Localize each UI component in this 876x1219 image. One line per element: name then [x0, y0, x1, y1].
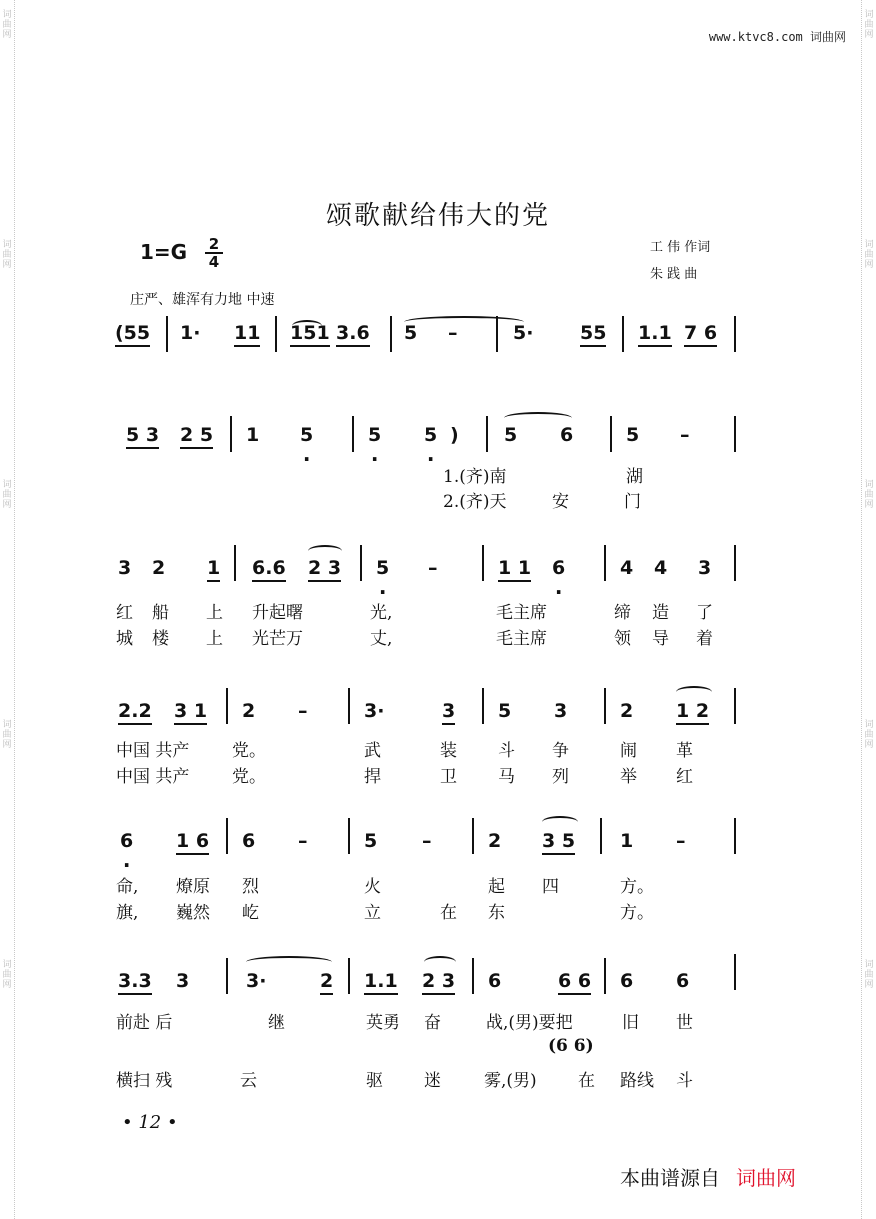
barline: [226, 688, 228, 724]
lyric: 缔: [614, 603, 631, 623]
lyric: 丈,: [370, 629, 393, 649]
note: 2: [152, 557, 166, 579]
lyrics-row5-verse1: [0, 872, 876, 898]
barline: [226, 958, 228, 994]
lyric: 命,: [116, 877, 139, 897]
barline: [604, 688, 606, 724]
note: 5 .: [300, 424, 313, 446]
lyric: 继: [268, 1013, 285, 1033]
barline: [348, 958, 350, 994]
barline: [482, 688, 484, 724]
alternate-note: (6 6): [548, 1036, 594, 1056]
note: 3: [442, 700, 455, 725]
lyric: 在: [440, 903, 457, 923]
lyric: 1.(齐)南: [443, 467, 507, 487]
lyric: 武: [364, 741, 381, 761]
note: 6.6: [252, 557, 286, 582]
note: 3 1: [174, 700, 207, 725]
page-number: • 12 •: [122, 1112, 178, 1133]
barline: [348, 688, 350, 724]
meter-top: 2: [208, 235, 220, 253]
lyric: 船: [152, 603, 169, 623]
note: 6 .: [552, 557, 565, 579]
lyric: 了: [696, 603, 713, 623]
notation-row-1: [0, 322, 876, 362]
note: 1 6: [176, 830, 209, 855]
note: 5: [404, 322, 418, 344]
slur: [504, 412, 572, 424]
lyric: 旧: [622, 1013, 639, 1033]
note: ): [450, 424, 459, 446]
note: 3: [554, 700, 568, 722]
lyric: 湖: [626, 467, 643, 487]
slur: [424, 956, 456, 968]
note: 4: [620, 557, 634, 579]
lyric: 导: [652, 629, 669, 649]
lyric: 列: [552, 767, 569, 787]
lyric: 2.(齐)天: [443, 492, 507, 512]
lyric: 闹: [620, 741, 637, 761]
barline: [275, 316, 277, 352]
lyrics-row6-verse2: [0, 1066, 876, 1092]
barline: [360, 545, 362, 581]
note: 6: [560, 424, 574, 446]
barline: [622, 316, 624, 352]
lyric: 党。: [232, 767, 266, 787]
lyric: 驱: [366, 1071, 383, 1091]
note: 3.3: [118, 970, 152, 995]
margin-mark: 词曲网: [864, 480, 874, 510]
note: 2.2: [118, 700, 152, 725]
note: 1 2: [676, 700, 709, 725]
slur: [404, 316, 524, 328]
composer-credit: 朱 践 曲: [650, 267, 698, 282]
note: 3: [698, 557, 712, 579]
note: –: [422, 830, 432, 852]
note: 4: [654, 557, 668, 579]
barline: [472, 818, 474, 854]
lyric: 光芒万: [252, 629, 303, 649]
barline: [348, 818, 350, 854]
note: 5: [498, 700, 512, 722]
lyric: 红: [676, 767, 693, 787]
barline: [230, 416, 232, 452]
lyric: 东: [488, 903, 505, 923]
lyricist-credit: 工 伟 作词: [650, 240, 711, 255]
margin-mark: 词曲网: [2, 10, 12, 40]
tempo-marking: 庄严、雄浑有力地 中速: [130, 292, 275, 308]
lyric: 中国 共产: [116, 741, 190, 761]
lyric: 起: [488, 877, 505, 897]
lyric: 革: [676, 741, 693, 761]
lyric: 方。: [620, 903, 654, 923]
lyric: 举: [620, 767, 637, 787]
barline: [604, 545, 606, 581]
note: 5·: [513, 322, 534, 344]
lyric: 升起曙: [252, 603, 303, 623]
lyric: 云: [240, 1071, 257, 1091]
note: 5 .: [376, 557, 389, 579]
note: 2 3: [308, 557, 341, 582]
lyric: 世: [676, 1013, 693, 1033]
barline: [734, 818, 736, 854]
barline: [352, 416, 354, 452]
note: 3·: [364, 700, 385, 722]
lyric: 在: [578, 1071, 595, 1091]
margin-mark: 词曲网: [864, 960, 874, 990]
note: 2 5: [180, 424, 213, 449]
note: 5: [626, 424, 640, 446]
lyrics-row4-verse1: [0, 736, 876, 762]
lyric: 雾,(男): [484, 1071, 537, 1091]
margin-mark: 词曲网: [864, 240, 874, 270]
footer-brand: 词曲网: [736, 1166, 796, 1190]
lyrics-verse1-intro: [0, 462, 876, 488]
lyrics-verse2-intro: [0, 487, 876, 513]
note: 3.6: [336, 322, 370, 347]
slur: [308, 545, 342, 557]
note: 3·: [246, 970, 267, 992]
note: 6: [242, 830, 256, 852]
note: 5 .: [368, 424, 381, 446]
lyric: 方。: [620, 877, 654, 897]
note: 2: [320, 970, 333, 995]
lyric: 上: [206, 629, 223, 649]
barline: [472, 958, 474, 994]
meter-bottom: 4: [208, 253, 220, 271]
note: –: [298, 700, 308, 722]
notation-row-3: [0, 557, 876, 597]
note: 3: [176, 970, 190, 992]
lyric: 战,(男)要把: [486, 1013, 573, 1033]
lyric: 城: [116, 629, 133, 649]
note: 3: [118, 557, 132, 579]
lyric: 造: [652, 603, 669, 623]
note: –: [680, 424, 690, 446]
note: 5 3: [126, 424, 159, 449]
note: 1.1: [638, 322, 672, 347]
lyric: 领: [614, 629, 631, 649]
notation-row-6: [0, 970, 876, 1010]
lyric: 横扫 残: [116, 1071, 173, 1091]
note: 6: [620, 970, 634, 992]
lyric: 安: [552, 492, 569, 512]
lyric: 烈: [242, 877, 259, 897]
lyric: 卫: [440, 767, 457, 787]
barline: [390, 316, 392, 352]
note: 1.1: [364, 970, 398, 995]
note: 5: [364, 830, 378, 852]
lyric: 奋: [424, 1013, 441, 1033]
barline: [734, 954, 736, 990]
barline: [482, 545, 484, 581]
lyric: 争: [552, 741, 569, 761]
lyric: 中国 共产: [116, 767, 190, 787]
lyric: 四: [542, 877, 559, 897]
lyric: 斗: [498, 741, 515, 761]
note: –: [448, 322, 458, 344]
lyric: 燎原: [176, 877, 210, 897]
lyric: 捍: [364, 767, 381, 787]
margin-mark: 词曲网: [864, 10, 874, 40]
note: 2: [620, 700, 634, 722]
note: 1: [207, 557, 220, 582]
lyric: 屹: [242, 903, 259, 923]
barline: [600, 818, 602, 854]
lyric: 巍然: [176, 903, 210, 923]
lyric: 立: [364, 903, 381, 923]
lyric: 路线: [620, 1071, 654, 1091]
note: 5 .: [424, 424, 437, 446]
barline: [166, 316, 168, 352]
lyric: 门: [624, 492, 641, 512]
note: 1·: [180, 322, 201, 344]
notation-row-2: [0, 424, 876, 464]
lyric: 斗: [676, 1071, 693, 1091]
barline: [734, 688, 736, 724]
lyrics-row3-verse2: [0, 624, 876, 650]
lyric: 马: [498, 767, 515, 787]
lyric: 红: [116, 603, 133, 623]
notation-row-4: [0, 700, 876, 740]
key-signature: 1=G: [140, 240, 188, 264]
note: 7 6: [684, 322, 717, 347]
lyric: 着: [696, 629, 713, 649]
lyric: 楼: [152, 629, 169, 649]
lyrics-row6-verse1: [0, 1008, 876, 1034]
time-signature: [203, 236, 225, 270]
barline: [486, 416, 488, 452]
barline: [234, 545, 236, 581]
lyrics-row3-verse1: [0, 598, 876, 624]
slur: [676, 686, 712, 698]
lyric: 英勇: [366, 1013, 400, 1033]
note: 55: [580, 322, 606, 347]
slur: [246, 956, 332, 968]
note: 2 3: [422, 970, 455, 995]
note: 3 5: [542, 830, 575, 855]
note: 6 .: [120, 830, 133, 852]
lyrics-row4-verse2: [0, 762, 876, 788]
lyric: 上: [206, 603, 223, 623]
note: 1 1: [498, 557, 531, 582]
note: 6: [488, 970, 502, 992]
barline: [610, 416, 612, 452]
footer-source: [620, 1162, 796, 1191]
note: 1: [620, 830, 634, 852]
barline: [734, 545, 736, 581]
note: 11: [234, 322, 260, 347]
lyric: 火: [364, 877, 381, 897]
page-title: 颂歌献给伟大的党: [325, 201, 550, 231]
barline: [604, 958, 606, 994]
lyric: 光,: [370, 603, 393, 623]
lyric: 毛主席: [496, 629, 547, 649]
barline: [226, 818, 228, 854]
note: 6: [676, 970, 690, 992]
note: 2: [242, 700, 256, 722]
footer-text: 本曲谱源自: [620, 1166, 720, 1190]
barline: [496, 316, 498, 352]
lyric: 前赴 后: [116, 1013, 173, 1033]
barline: [734, 316, 736, 352]
note: 6 6: [558, 970, 591, 995]
notation-row-5: [0, 830, 876, 870]
lyric: 装: [440, 741, 457, 761]
note: 5: [504, 424, 518, 446]
note: –: [298, 830, 308, 852]
note: 151: [290, 322, 330, 347]
margin-mark: 词曲网: [2, 480, 12, 510]
margin-mark: 词曲网: [2, 240, 12, 270]
margin-mark: 词曲网: [2, 960, 12, 990]
note: 1: [246, 424, 260, 446]
margin-mark: 词曲网: [864, 720, 874, 750]
site-url: www.ktvc8.com 词曲网: [708, 30, 846, 44]
note: –: [676, 830, 686, 852]
lyrics-row6-alternate-notes: [0, 1036, 876, 1062]
slur: [542, 816, 578, 828]
lyric: 党。: [232, 741, 266, 761]
margin-mark: 词曲网: [2, 720, 12, 750]
note: 2: [488, 830, 502, 852]
lyrics-row5-verse2: [0, 898, 876, 924]
lyric: 毛主席: [496, 603, 547, 623]
note: –: [428, 557, 438, 579]
lyric: 迷: [424, 1071, 441, 1091]
note: (55: [115, 322, 150, 347]
barline: [734, 416, 736, 452]
lyric: 旗,: [116, 903, 139, 923]
